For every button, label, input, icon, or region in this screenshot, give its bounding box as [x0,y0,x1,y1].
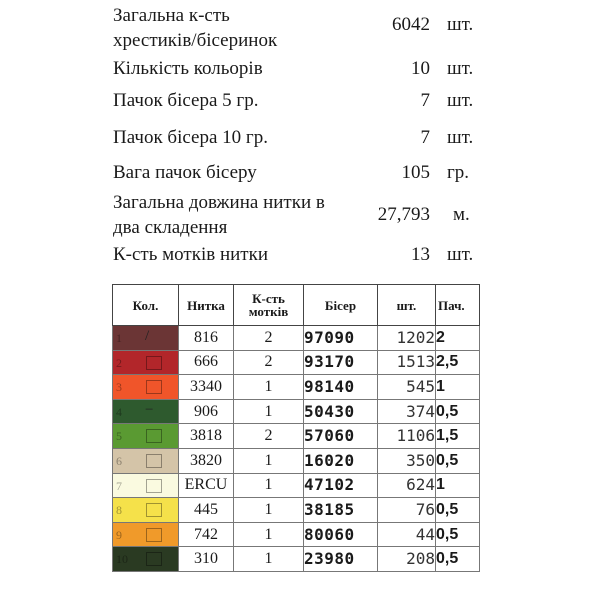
stitch-symbol-box [146,454,162,468]
color-swatch [113,424,179,449]
bead-count: 208 [378,547,436,572]
pack-count: 1 [436,375,480,400]
summary-label: Пачок бісера 10 гр. [113,127,268,148]
table-row [113,473,480,498]
color-number: 3 [116,380,122,395]
color-number: 10 [116,552,128,567]
thread-number: ERCU [179,473,234,498]
table-header-row [113,285,480,326]
stitch-symbol-box [146,429,162,443]
skein-count: 1 [234,375,304,400]
color-swatch [113,473,179,498]
bead-count: 624 [378,473,436,498]
pack-count: 0,5 [436,547,480,572]
table-row [113,424,480,449]
bead-count: 1106 [378,424,436,449]
thread-number: 3340 [179,375,234,400]
color-swatch [113,326,179,351]
summary-value: 6042 [392,14,430,35]
summary-row-colors [0,54,600,82]
skein-count: 1 [234,448,304,473]
bead-code: 50430 [304,399,378,424]
header-thread: Нитка [179,285,234,326]
color-number: 1 [116,331,122,345]
color-number: 7 [116,478,122,493]
color-swatch [113,522,179,547]
summary-row-weight [0,160,600,188]
pack-count: 0,5 [436,498,480,523]
color-number: 2 [116,355,122,370]
color-swatch [113,498,179,523]
skein-count: 1 [234,522,304,547]
table-row [113,350,480,375]
pack-count: 1,5 [436,424,480,449]
stitch-symbol-box [146,503,162,517]
header-count: шт. [378,285,436,326]
thread-number: 742 [179,522,234,547]
summary-unit: шт. [447,90,474,111]
summary-unit: шт. [447,58,474,79]
summary-unit: гр. [447,162,470,183]
table-row [113,522,480,547]
color-number: 4 [116,404,122,419]
thread-number: 445 [179,498,234,523]
skein-count: 1 [234,473,304,498]
thread-number: 310 [179,547,234,572]
bead-count: 44 [378,522,436,547]
pack-count: 0,5 [436,448,480,473]
thread-number: 3818 [179,424,234,449]
table-row [113,326,480,351]
summary-value: 13 [411,244,430,265]
summary-value: 10 [411,58,430,79]
pack-count: 2,5 [436,350,480,375]
color-number: 9 [116,527,122,542]
summary-value: 7 [420,90,430,111]
skein-count: 1 [234,498,304,523]
stitch-symbol-box [146,356,162,370]
bead-count: 1513 [378,350,436,375]
stitch-symbol-box [146,380,162,394]
bead-count: 350 [378,448,436,473]
header-color: Кол. [113,285,179,326]
stitch-symbol: / [145,328,150,344]
table-row [113,399,480,424]
thread-number: 816 [179,326,234,351]
bead-code: 16020 [304,448,378,473]
skein-count: 2 [234,326,304,351]
pack-count: 2 [436,326,480,351]
thread-number: 666 [179,350,234,375]
bead-count: 374 [378,399,436,424]
thread-number: 3820 [179,448,234,473]
pack-count: 0,5 [436,399,480,424]
bead-code: 38185 [304,498,378,523]
stitch-symbol-box [146,552,162,566]
summary-label: Вага пачок бісеру [113,162,257,183]
bead-table [112,284,480,572]
color-swatch [113,375,179,400]
skein-count: 1 [234,399,304,424]
summary-unit: шт. [447,14,474,35]
color-swatch [113,399,179,424]
color-number: 5 [116,429,122,444]
color-swatch [113,448,179,473]
pack-count: 1 [436,473,480,498]
summary-value: 7 [420,127,430,148]
color-number: 6 [116,453,122,468]
summary-value: 105 [401,162,430,183]
table-row [113,498,480,523]
table-row [113,547,480,572]
bead-code: 97090 [304,326,378,351]
bead-code: 98140 [304,375,378,400]
color-swatch [113,547,179,572]
summary-row-skeins [0,242,600,270]
bead-count: 1202 [378,326,436,351]
summary-label: Загальна к-сть хрестиків/бісеринок [113,5,278,51]
table-row [113,375,480,400]
bead-code: 47102 [304,473,378,498]
header-packs: Пач. [436,285,480,326]
thread-number: 906 [179,399,234,424]
summary-label: К-сть мотків нитки [113,244,268,265]
summary-unit: шт. [447,127,474,148]
pack-count: 0,5 [436,522,480,547]
header-skeins: К-сть мотків [234,285,304,326]
bead-count: 545 [378,375,436,400]
summary-unit: шт. [447,244,474,265]
bead-code: 93170 [304,350,378,375]
stitch-symbol: − [145,401,154,418]
bead-code: 23980 [304,547,378,572]
header-bead: Бісер [304,285,378,326]
summary-label: Загальна довжина нитки в два складення [113,192,325,238]
bead-code: 80060 [304,522,378,547]
summary-row-total-stitches [0,3,600,53]
color-swatch [113,350,179,375]
summary-value: 27,793 [377,204,430,225]
stitch-symbol-box [146,479,162,493]
skein-count: 2 [234,424,304,449]
bead-count: 76 [378,498,436,523]
bead-code: 57060 [304,424,378,449]
skein-count: 2 [234,350,304,375]
summary-label: Кількість кольорів [113,58,263,79]
summary-row-thread-length [0,190,600,240]
stitch-symbol-box [146,528,162,542]
table-row [113,448,480,473]
summary-label: Пачок бісера 5 гр. [113,90,259,111]
summary-row-packs-10g [0,125,600,153]
color-number: 8 [116,503,122,518]
summary-unit: м. [453,204,470,225]
skein-count: 1 [234,547,304,572]
summary-row-packs-5g [0,88,600,116]
